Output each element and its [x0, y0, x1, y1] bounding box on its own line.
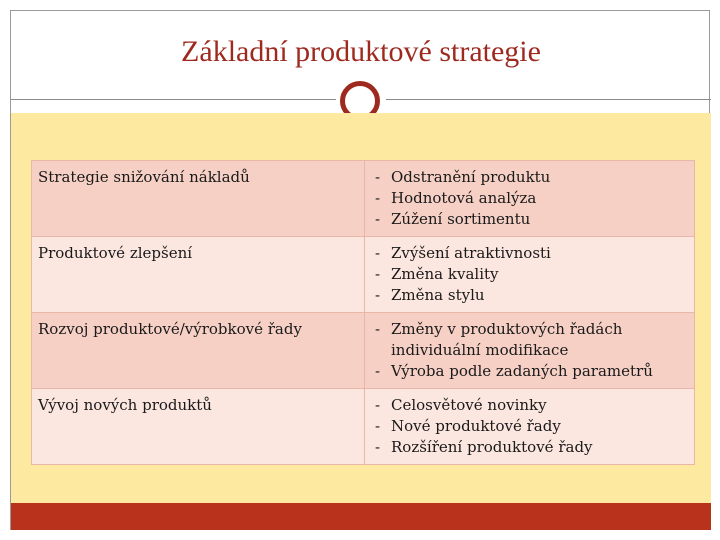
- strategy-items: [365, 313, 695, 389]
- strategy-name: Strategie snižování nákladů: [32, 161, 365, 237]
- strategy-name: Produktové zlepšení: [32, 237, 365, 313]
- list-item: - Výroba podle zadaných parametrů: [371, 361, 688, 382]
- strategy-items: [365, 237, 695, 313]
- list-item: - Zvýšení atraktivnosti: [371, 243, 688, 264]
- list-item: - Změny v produktových řadách individuální modifikace: [371, 319, 688, 361]
- list-item: - Hodnotová analýza: [371, 188, 688, 209]
- content-area: [11, 113, 711, 503]
- strategy-items: [365, 389, 695, 465]
- strategy-name: Vývoj nových produktů: [32, 389, 365, 465]
- table-row: [32, 389, 695, 465]
- strategy-name: Rozvoj produktové/výrobkové řady: [32, 313, 365, 389]
- list-item: - Změna kvality: [371, 264, 688, 285]
- table-row: [32, 237, 695, 313]
- footer-bar: [11, 503, 711, 530]
- list-item: - Změna stylu: [371, 285, 688, 306]
- list-item: - Zúžení sortimentu: [371, 209, 688, 230]
- list-item: - Celosvětové novinky: [371, 395, 688, 416]
- table-row: [32, 313, 695, 389]
- list-item: - Odstranění produktu: [371, 167, 688, 188]
- slide: [10, 10, 710, 530]
- slide-title: Základní produktové strategie: [181, 35, 541, 68]
- strategy-table: [31, 160, 695, 465]
- table-row: [32, 161, 695, 237]
- list-item: - Rozšíření produktové řady: [371, 437, 688, 458]
- title-rule-right: [386, 99, 711, 100]
- strategy-items: [365, 161, 695, 237]
- list-item: - Nové produktové řady: [371, 416, 688, 437]
- title-rule-left: [11, 99, 336, 100]
